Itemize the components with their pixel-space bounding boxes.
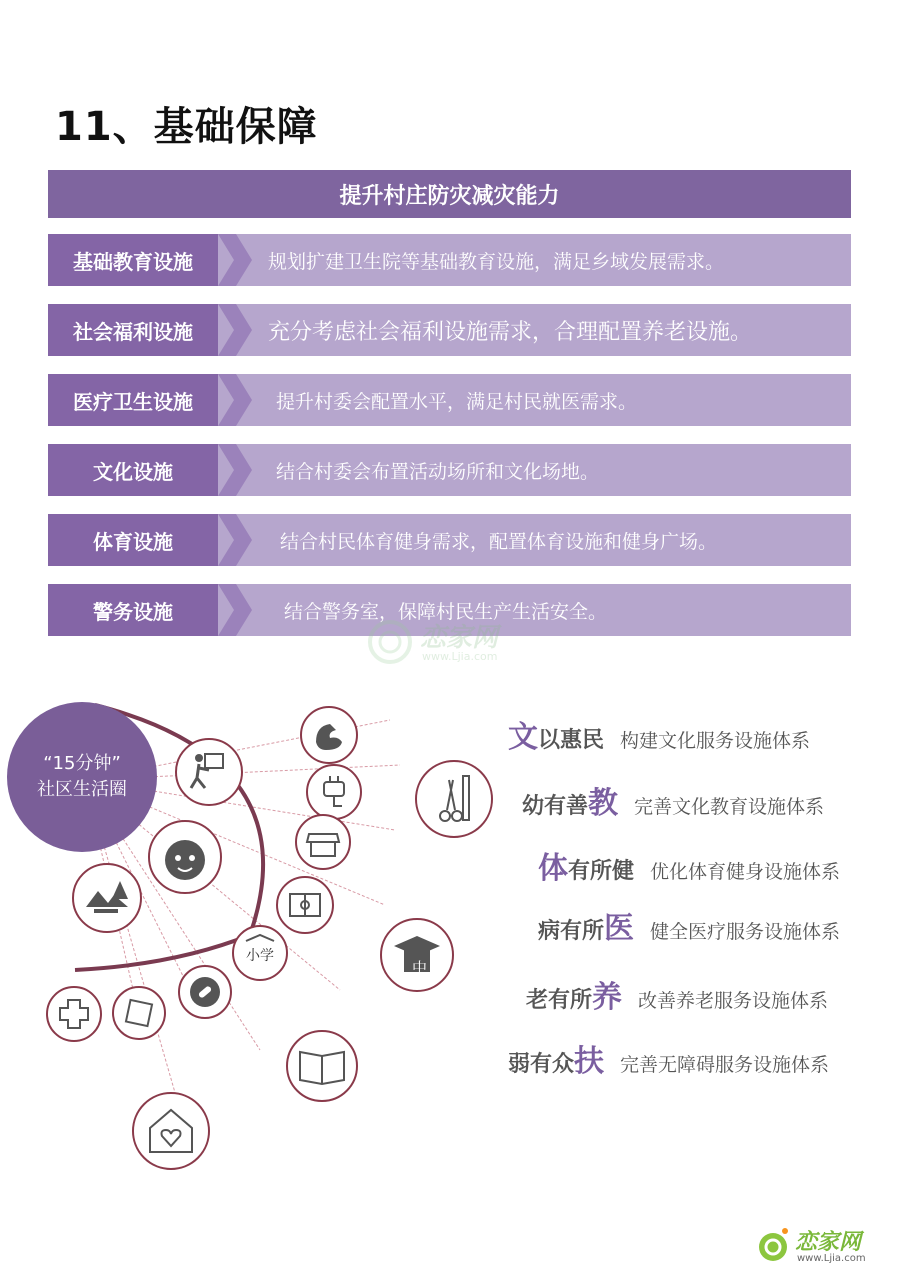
slogan-text: 完善无障碍服务设施体系: [620, 1054, 830, 1076]
slogan-item: [508, 1036, 829, 1080]
watermark-url: www.Ljia.com: [422, 650, 498, 663]
slogan-key: 幼有善教: [522, 786, 619, 821]
chevron-right-icon: [218, 514, 254, 566]
circle-line-2: 社区生活圈: [37, 779, 127, 800]
row-description: 规划扩建卫生院等基础教育设施，满足乡域发展需求。: [268, 250, 725, 273]
slogan-key: 文以惠民: [508, 720, 605, 755]
slogan-key: 病有所医: [538, 911, 635, 946]
shop-icon: [295, 814, 351, 870]
primary-school-icon: [232, 925, 288, 981]
row-category: 医疗卫生设施: [48, 374, 218, 426]
slogan-text: 构建文化服务设施体系: [620, 730, 811, 752]
book-icon: [286, 1030, 358, 1102]
slogan-key: 老有所养: [526, 980, 623, 1015]
graduation-cap-icon: [380, 918, 454, 992]
logo-url: www.Ljia.com: [797, 1253, 866, 1264]
row-category: 文化设施: [48, 444, 218, 496]
page-title: 11、基础保障: [55, 104, 318, 150]
chevron-right-icon: [218, 444, 254, 496]
circle-line-1: “15分钟”: [43, 753, 121, 774]
slogan-text: 改善养老服务设施体系: [638, 990, 829, 1012]
snail-icon: [755, 1225, 795, 1265]
slogan-item: [526, 972, 828, 1016]
row-description: 结合村委会布置活动场所和文化场地。: [276, 460, 600, 483]
heart-house-icon: [132, 1092, 210, 1170]
table-row: [48, 234, 851, 286]
delivery-icon: [175, 738, 243, 806]
chevron-right-icon: [218, 234, 254, 286]
baby-face-icon: [148, 820, 222, 894]
slogan-item: [538, 843, 840, 887]
community-circle: [7, 702, 157, 852]
row-category: 体育设施: [48, 514, 218, 566]
power-plug-icon: [306, 764, 362, 820]
slogan-item: [508, 712, 810, 756]
watermark-brand: 恋家网: [420, 623, 499, 653]
table-row: [48, 304, 851, 356]
table-header: 提升村庄防灾减灾能力: [48, 170, 851, 218]
elderly-care-icon: [112, 986, 166, 1040]
park-icon: [72, 863, 142, 933]
row-category: 社会福利设施: [48, 304, 218, 356]
row-category: 警务设施: [48, 584, 218, 636]
chevron-right-icon: [218, 304, 254, 356]
table-row: [48, 514, 851, 566]
slogan-item: [538, 903, 840, 947]
row-category: 基础教育设施: [48, 234, 218, 286]
slogan-item: [522, 778, 824, 822]
fitness-icon: [300, 706, 358, 764]
pharmacy-icon: [178, 965, 232, 1019]
slogan-key: 体有所健: [538, 851, 635, 886]
row-description: 提升村委会配置水平，满足村民就医需求。: [276, 390, 638, 413]
football-field-icon: [276, 876, 334, 934]
slogan-key: 弱有众扶: [508, 1044, 605, 1079]
table-row: [48, 444, 851, 496]
watermark: [360, 612, 540, 676]
barber-scissors-icon: [415, 760, 493, 838]
row-description: 充分考虑社会福利设施需求，合理配置养老设施。: [268, 319, 753, 345]
school-label: 小学: [246, 948, 274, 964]
row-description: 结合村民体育健身需求，配置体育设施和健身广场。: [280, 530, 718, 553]
slogan-text: 完善文化教育设施体系: [634, 796, 825, 818]
middle-school-label: 中: [412, 959, 428, 977]
logo-brand: 恋家网: [795, 1230, 862, 1255]
row-description: 结合警务室，保障村民生产生活安全。: [284, 600, 608, 623]
table-row: [48, 374, 851, 426]
slogan-text: 优化体育健身设施体系: [650, 861, 841, 883]
chevron-right-icon: [218, 374, 254, 426]
hospital-icon: [46, 986, 102, 1042]
chevron-right-icon: [218, 584, 254, 636]
slogan-text: 健全医疗服务设施体系: [650, 921, 841, 943]
